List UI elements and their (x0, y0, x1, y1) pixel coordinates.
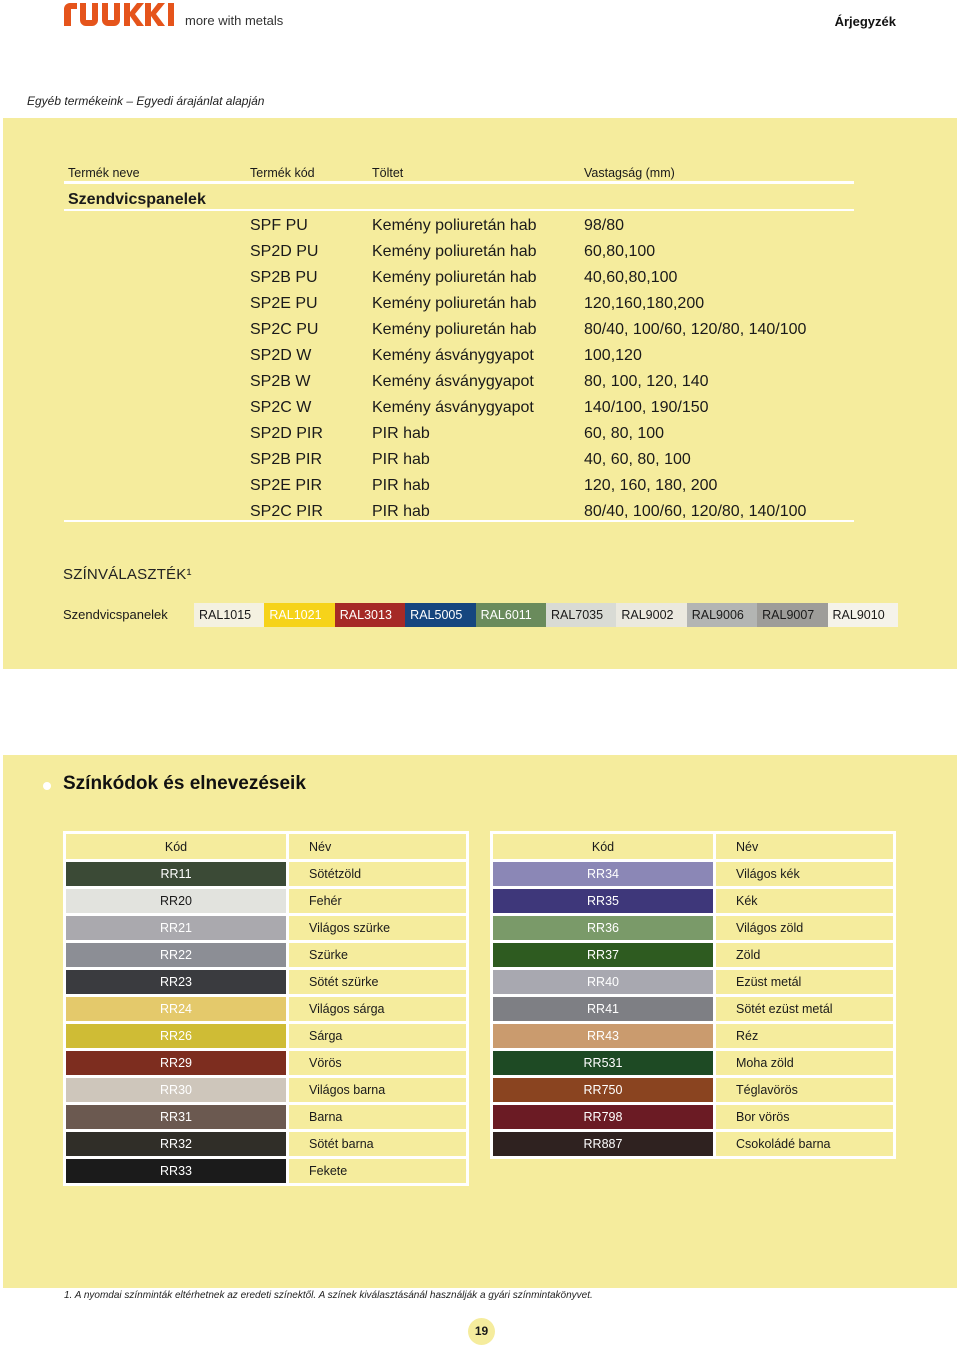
color-range-label: Szendvicspanelek (63, 607, 168, 622)
table-header-row (492, 833, 895, 861)
section-title: Színkódok és elnevezéseik (63, 773, 306, 794)
ruukki-logo[interactable] (64, 2, 176, 28)
divider (64, 181, 854, 184)
color-name-cell: Kék (715, 888, 895, 915)
product-row (250, 265, 850, 291)
product-code: SP2B PIR (250, 451, 323, 468)
color-name-cell: Fekete (288, 1158, 468, 1185)
product-group-title: Szendvicspanelek (68, 191, 206, 208)
product-thickness: 120,160,180,200 (584, 295, 705, 312)
product-thickness: 80/40, 100/60, 120/80, 140/100 (584, 503, 807, 520)
product-row (250, 421, 850, 447)
color-code-table-right (490, 831, 896, 1159)
col-fill: Töltet (372, 166, 404, 180)
table-row (492, 1104, 895, 1131)
table-row (65, 1023, 468, 1050)
product-row (250, 213, 850, 239)
ral-swatch: RAL6011 (476, 603, 546, 627)
color-code-cell: RR20 (65, 888, 288, 915)
product-row (250, 369, 850, 395)
color-code-cell: RR23 (65, 969, 288, 996)
color-name-cell: Csokoládé barna (715, 1131, 895, 1158)
page-number: 19 (468, 1318, 495, 1345)
color-name-cell: Réz (715, 1023, 895, 1050)
color-code-cell: RR37 (492, 942, 715, 969)
ral-swatch: RAL9010 (828, 603, 898, 627)
color-name-cell: Ezüst metál (715, 969, 895, 996)
product-fill: Kemény ásványgyapot (372, 347, 534, 364)
color-name-cell: Vörös (288, 1050, 468, 1077)
col-code-header: Kód (492, 833, 715, 861)
color-code-cell: RR24 (65, 996, 288, 1023)
divider (64, 209, 854, 211)
color-code-cell: RR887 (492, 1131, 715, 1158)
color-name-cell: Zöld (715, 942, 895, 969)
color-code-cell: RR35 (492, 888, 715, 915)
product-table-header (68, 166, 854, 182)
product-code: SP2D W (250, 347, 312, 364)
col-name-header: Név (715, 833, 895, 861)
divider (64, 520, 854, 522)
table-row (65, 996, 468, 1023)
product-code: SP2B PU (250, 269, 318, 286)
product-row (250, 395, 850, 421)
product-code: SP2D PU (250, 243, 319, 260)
product-row (250, 317, 850, 343)
product-thickness: 140/100, 190/150 (584, 399, 709, 416)
color-code-cell: RR34 (492, 861, 715, 888)
product-fill: Kemény poliuretán hab (372, 269, 537, 286)
product-fill: PIR hab (372, 503, 430, 520)
color-code-table-left (63, 831, 469, 1186)
product-thickness: 80, 100, 120, 140 (584, 373, 709, 390)
col-product-code: Termék kód (250, 166, 315, 180)
color-name-cell: Sötét barna (288, 1131, 468, 1158)
color-code-cell: RR22 (65, 942, 288, 969)
color-code-cell: RR43 (492, 1023, 715, 1050)
product-fill: Kemény ásványgyapot (372, 399, 534, 416)
color-code-cell: RR798 (492, 1104, 715, 1131)
table-row (492, 942, 895, 969)
col-code-header: Kód (65, 833, 288, 861)
product-thickness: 40,60,80,100 (584, 269, 678, 286)
color-name-cell: Sötét szürke (288, 969, 468, 996)
color-name-cell: Moha zöld (715, 1050, 895, 1077)
color-name-cell: Sötét ezüst metál (715, 996, 895, 1023)
table-row (492, 915, 895, 942)
product-fill: Kemény poliuretán hab (372, 243, 537, 260)
color-name-cell: Világos zöld (715, 915, 895, 942)
col-name-header: Név (288, 833, 468, 861)
table-row (65, 1050, 468, 1077)
color-name-cell: Sárga (288, 1023, 468, 1050)
product-code: SP2E PIR (250, 477, 323, 494)
product-row (250, 343, 850, 369)
color-name-cell: Fehér (288, 888, 468, 915)
table-row (492, 1050, 895, 1077)
color-code-cell: RR31 (65, 1104, 288, 1131)
table-row (492, 1131, 895, 1158)
document-type: Árjegyzék (834, 14, 896, 29)
product-thickness: 60, 80, 100 (584, 425, 665, 442)
breadcrumb: Egyéb termékeink – Egyedi árajánlat alapján (27, 94, 265, 108)
table-row (65, 1104, 468, 1131)
ral-swatch: RAL7035 (546, 603, 616, 627)
color-code-cell: RR32 (65, 1131, 288, 1158)
table-row (65, 1131, 468, 1158)
ral-swatches (194, 603, 898, 627)
product-fill: PIR hab (372, 477, 430, 494)
product-thickness: 120, 160, 180, 200 (584, 477, 718, 494)
product-code: SP2C W (250, 399, 312, 416)
ral-swatch: RAL5005 (405, 603, 475, 627)
table-row (65, 915, 468, 942)
product-fill: Kemény poliuretán hab (372, 295, 537, 312)
ral-swatch: RAL9007 (757, 603, 827, 627)
color-code-cell: RR531 (492, 1050, 715, 1077)
color-name-cell: Szürke (288, 942, 468, 969)
table-row (65, 861, 468, 888)
product-fill: Kemény ásványgyapot (372, 373, 534, 390)
color-name-cell: Világos szürke (288, 915, 468, 942)
color-range-title: SZÍNVÁLASZTÉK¹ (63, 566, 192, 583)
color-code-cell: RR36 (492, 915, 715, 942)
color-code-cell: RR11 (65, 861, 288, 888)
table-row (492, 969, 895, 996)
product-fill: Kemény poliuretán hab (372, 217, 537, 234)
color-code-cell: RR33 (65, 1158, 288, 1185)
table-row (492, 1077, 895, 1104)
color-name-cell: Bor vörös (715, 1104, 895, 1131)
product-code: SP2E PU (250, 295, 318, 312)
product-row (250, 239, 850, 265)
ral-swatch: RAL9002 (616, 603, 686, 627)
table-row (492, 861, 895, 888)
product-thickness: 60,80,100 (584, 243, 656, 260)
table-row (65, 969, 468, 996)
product-code: SP2D PIR (250, 425, 323, 442)
footnote: 1. A nyomdai színminták eltérhetnek az eredeti színektől. A színek kiválasztásánál használják a gyári színmintakönyvet. (64, 1290, 593, 1301)
color-name-cell: Világos sárga (288, 996, 468, 1023)
color-code-cell: RR41 (492, 996, 715, 1023)
color-name-cell: Téglavörös (715, 1077, 895, 1104)
product-row (250, 473, 850, 499)
color-name-cell: Sötétzöld (288, 861, 468, 888)
product-row (250, 447, 850, 473)
table-row (492, 996, 895, 1023)
product-rows (250, 213, 850, 525)
ral-swatch: RAL1015 (194, 603, 264, 627)
table-row (65, 1077, 468, 1104)
color-code-cell: RR29 (65, 1050, 288, 1077)
brand-tagline: more with metals (185, 13, 284, 28)
product-thickness: 98/80 (584, 217, 625, 234)
table-row (65, 888, 468, 915)
color-code-cell: RR40 (492, 969, 715, 996)
color-code-cell: RR26 (65, 1023, 288, 1050)
ral-swatch: RAL1021 (264, 603, 334, 627)
product-fill: PIR hab (372, 425, 430, 442)
product-thickness: 40, 60, 80, 100 (584, 451, 691, 468)
product-thickness: 80/40, 100/60, 120/80, 140/100 (584, 321, 807, 338)
product-code: SP2C PIR (250, 503, 323, 520)
bullet-icon (43, 782, 51, 790)
ral-swatch: RAL9006 (687, 603, 757, 627)
color-name-cell: Világos barna (288, 1077, 468, 1104)
col-thickness: Vastagság (mm) (584, 166, 675, 180)
color-code-cell: RR21 (65, 915, 288, 942)
color-code-cell: RR30 (65, 1077, 288, 1104)
table-header-row (65, 833, 468, 861)
product-code: SPF PU (250, 217, 308, 234)
col-product-name: Termék neve (68, 166, 140, 180)
product-row (250, 291, 850, 317)
table-row (65, 1158, 468, 1185)
color-name-cell: Barna (288, 1104, 468, 1131)
ral-swatch: RAL3013 (335, 603, 405, 627)
color-name-cell: Világos kék (715, 861, 895, 888)
product-fill: Kemény poliuretán hab (372, 321, 537, 338)
table-row (65, 942, 468, 969)
product-fill: PIR hab (372, 451, 430, 468)
product-code: SP2B W (250, 373, 311, 390)
table-row (492, 888, 895, 915)
color-code-cell: RR750 (492, 1077, 715, 1104)
product-code: SP2C PU (250, 321, 319, 338)
product-thickness: 100,120 (584, 347, 642, 364)
table-row (492, 1023, 895, 1050)
